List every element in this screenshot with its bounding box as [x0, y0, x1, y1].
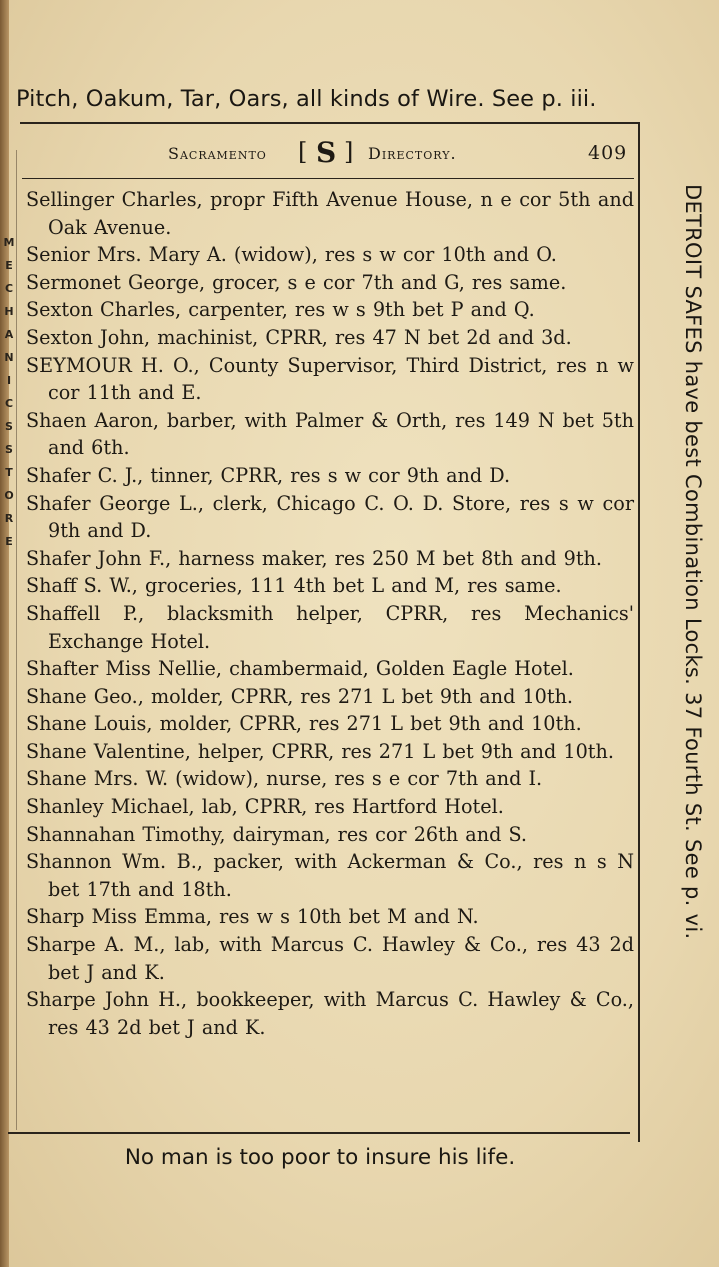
- header-title: Directory.: [368, 144, 457, 163]
- directory-entry: Shafer John F., harness maker, res 250 M bet 8th and 9th.: [26, 546, 603, 570]
- running-header: [168, 138, 628, 174]
- directory-entry: Shane Geo., molder, CPRR, res 271 L bet 9th and 10th.: [26, 684, 574, 708]
- directory-entry: Senior Mrs. Mary A. (widow), res s w cor 10th and O.: [26, 243, 557, 267]
- margin-letter: N: [4, 351, 14, 364]
- frame-right-rule: [638, 122, 640, 1142]
- directory-entry: Shanley Michael, lab, CPRR, res Hartford Hotel.: [26, 795, 504, 819]
- margin-letter: C: [4, 282, 14, 295]
- margin-letter: I: [6, 374, 12, 387]
- left-margin-advertisement: [2, 236, 16, 856]
- top-advertisement: Pitch, Oakum, Tar, Oars, all kinds of Wire. See p. iii.: [16, 86, 597, 112]
- header-close-bracket: ]: [344, 138, 355, 166]
- directory-entry: Sharp Miss Emma, res w s 10th bet M and N.: [26, 905, 479, 929]
- directory-entry: Shaen Aaron, barber, with Palmer & Orth, res 149 N bet 5th and 6th.: [26, 408, 634, 460]
- margin-letter: C: [4, 397, 14, 410]
- page-number: 409: [588, 142, 628, 164]
- directory-entry: Shaffell P., blacksmith helper, CPRR, res Mechanics' Exchange Hotel.: [26, 601, 634, 653]
- margin-letter: M: [3, 236, 15, 249]
- directory-entry: Sharpe A. M., lab, with Marcus C. Hawley & Co., res 43 2d bet J and K.: [26, 933, 634, 984]
- margin-letter: T: [5, 466, 13, 479]
- frame-top-rule: [20, 122, 640, 124]
- directory-entry: Shannahan Timothy, dairyman, res cor 26th and S.: [26, 822, 528, 846]
- directory-entry: Sexton Charles, carpenter, res w s 9th bet P and Q.: [26, 298, 535, 322]
- directory-entry: Shafer George L., clerk, Chicago C. O. D. Store, res s w cor 9th and D.: [26, 491, 634, 543]
- left-margin-rule: [16, 150, 17, 1130]
- directory-entry: Sellinger Charles, propr Fifth Avenue House, n e cor 5th and Oak Avenue.: [26, 188, 634, 239]
- margin-letter: E: [5, 535, 13, 548]
- directory-entry: Shane Mrs. W. (widow), nurse, res s e cor 7th and I.: [26, 767, 543, 791]
- header-section-letter: S: [316, 136, 338, 169]
- header-city: Sacramento: [168, 144, 267, 163]
- header-open-bracket: [: [298, 138, 309, 166]
- header-rule: [22, 178, 634, 179]
- directory-entry: SEYMOUR H. O., County Supervisor, Third District, res n w cor 11th and E.: [26, 353, 634, 405]
- frame-bottom-rule: [8, 1132, 630, 1134]
- directory-entries: [26, 186, 634, 1041]
- bottom-advertisement: No man is too poor to insure his life.: [124, 1145, 516, 1170]
- directory-entry: Shafer C. J., tinner, CPRR, res s w cor 9th and D.: [26, 463, 511, 487]
- directory-entry: Shane Valentine, helper, CPRR, res 271 L bet 9th and 10th.: [26, 739, 614, 763]
- directory-entry: Shannon Wm. B., packer, with Ackerman & Co., res n s N bet 17th and 18th.: [26, 850, 634, 901]
- right-margin-advertisement: DETROIT SAFES have best Combination Locks. 37 Fourth St. See p. vi.: [681, 184, 705, 940]
- directory-entry: Sexton John, machinist, CPRR, res 47 N bet 2d and 3d.: [26, 325, 572, 349]
- directory-entry: Shafter Miss Nellie, chambermaid, Golden Eagle Hotel.: [26, 657, 574, 681]
- margin-letter: O: [4, 489, 14, 502]
- margin-letter: S: [5, 420, 13, 433]
- directory-entry: Sharpe John H., bookkeeper, with Marcus C. Hawley & Co., res 43 2d bet J and K.: [26, 988, 634, 1039]
- margin-letter: A: [4, 328, 14, 341]
- directory-entry: Shane Louis, molder, CPRR, res 271 L bet 9th and 10th.: [26, 712, 582, 736]
- margin-letter: E: [5, 259, 13, 272]
- margin-letter: R: [4, 512, 14, 525]
- directory-entry: Shaff S. W., groceries, 111 4th bet L and M, res same.: [26, 574, 562, 598]
- directory-entry: Sermonet George, grocer, s e cor 7th and G, res same.: [26, 270, 567, 294]
- margin-letter: S: [5, 443, 13, 456]
- margin-letter: H: [4, 305, 14, 318]
